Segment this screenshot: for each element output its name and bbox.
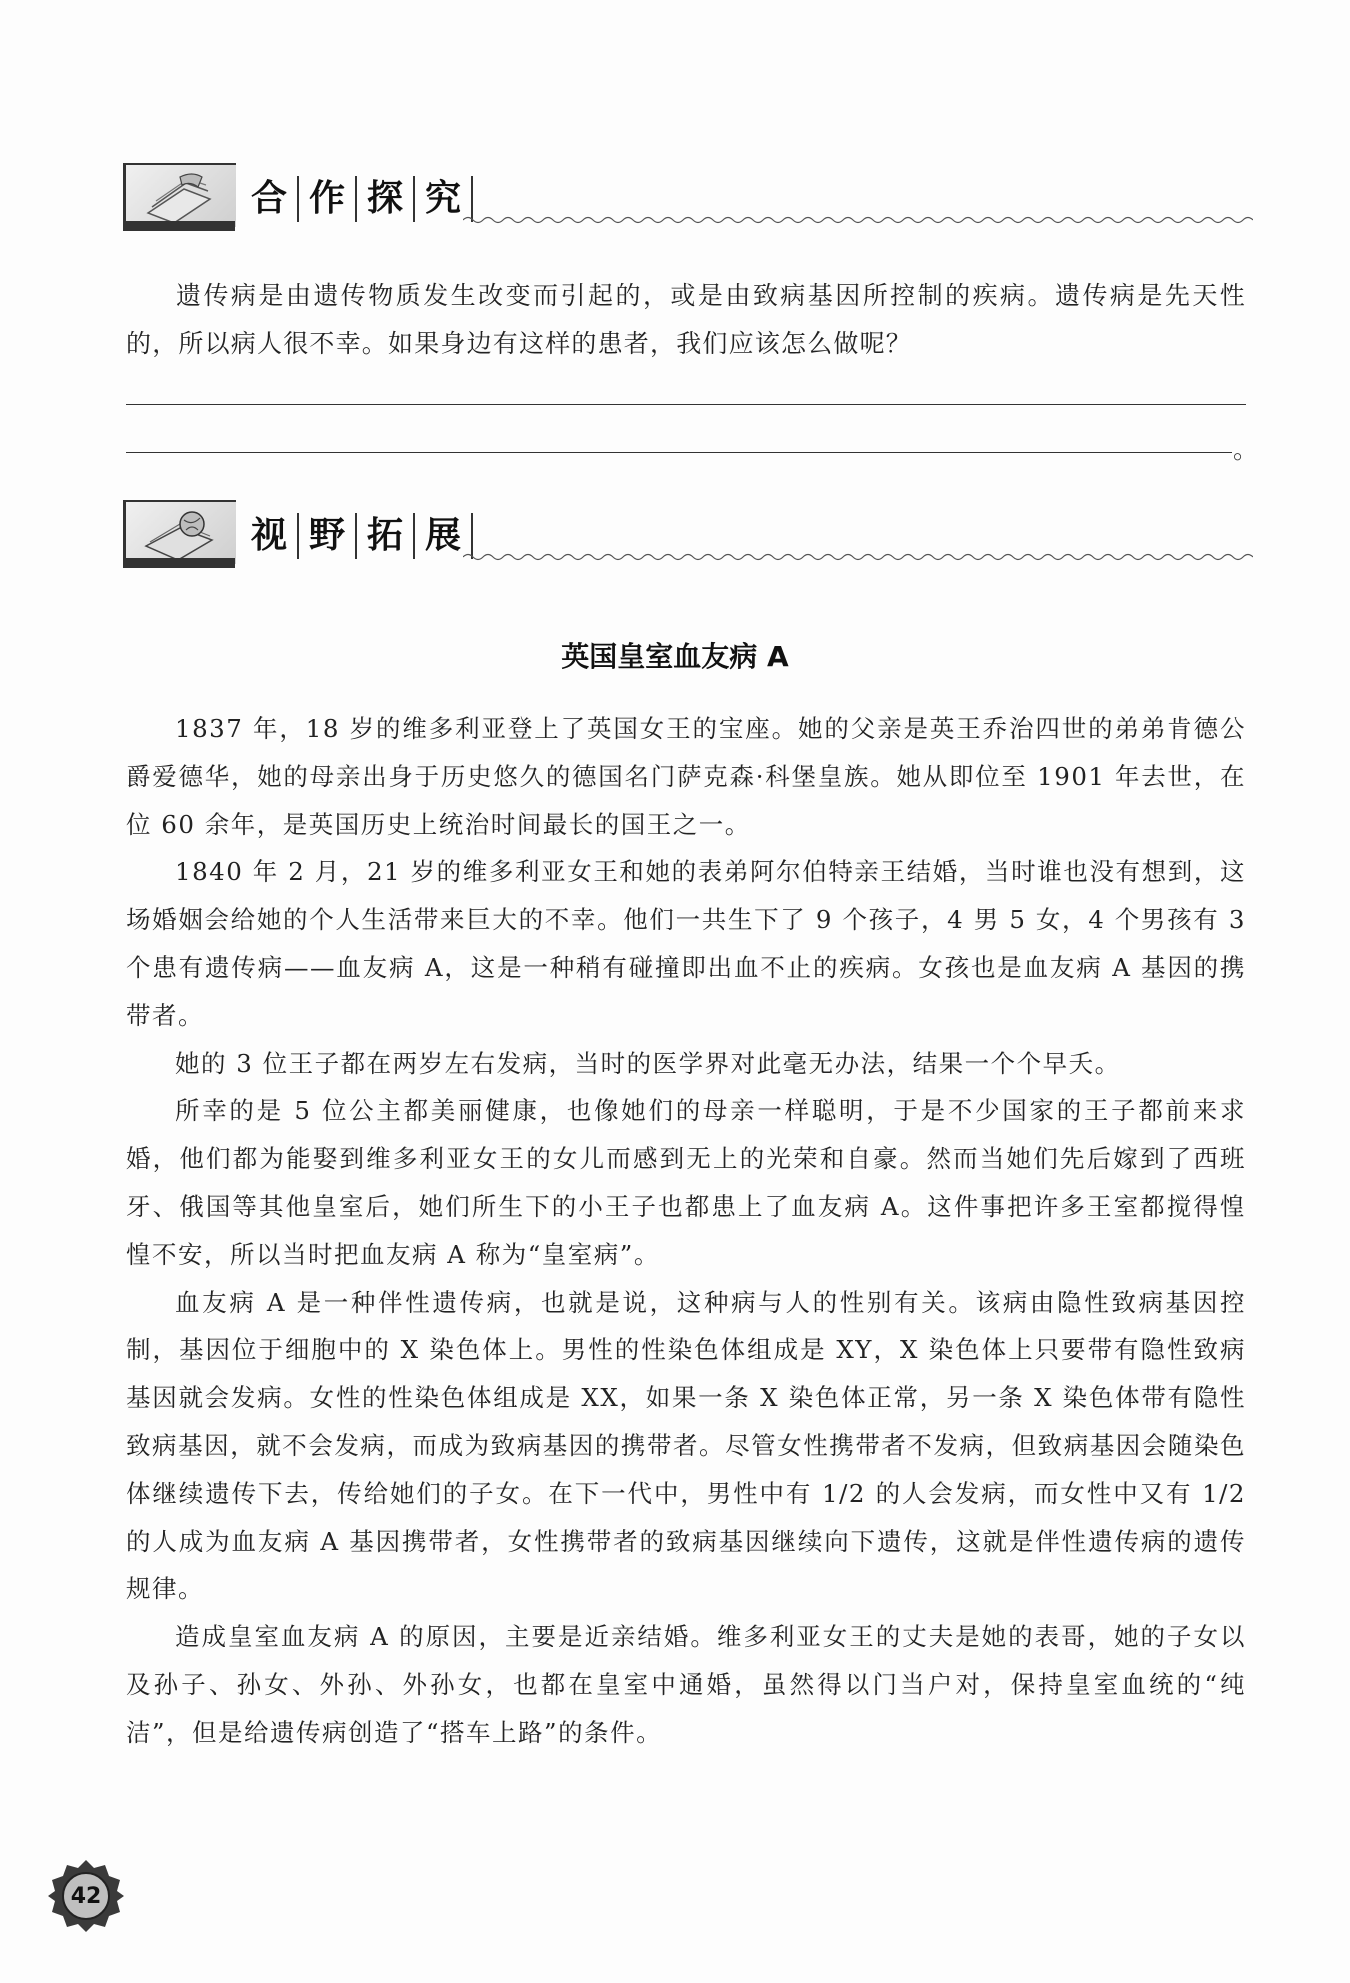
section-title-char: 展 — [415, 513, 473, 559]
section-title-char: 合 — [241, 176, 299, 222]
article-title: 英国皇室血友病 A — [561, 640, 789, 673]
article-paragraph: 所幸的是 5 位公主都美丽健康，也像她们的母亲一样聪明，于是不少国家的王子都前来求婚，他们都为能娶到维多利亚女王的女儿而感到无上的光荣和自豪。然而当她们先后嫁到了西班牙、俄国等其他皇室后，她们所生下的小王子也都患上了血友病 A。这件事把许多王室都搅得惶惶不安，所以当时把血友病 A 称为“皇室病”。 — [126, 1096, 1246, 1269]
article-paragraph: 1837 年，18 岁的维多利亚登上了英国女王的宝座。她的父亲是英王乔治四世的弟弟肯德公爵爱德华，她的母亲出身于历史悠久的德国名门萨克森·科堡皇族。她从即位至 1901 年去世，在位 60 余年，是英国历史上统治时间最长的国王之一。 — [126, 714, 1246, 839]
article-paragraph: 血友病 A 是一种伴性遗传病，也就是说，这种病与人的性别有关。该病由隐性致病基因控制，基因位于细胞中的 X 染色体上。男性的性染色体组成是 XY，X 染色体上只要带有隐性致病基因就会发病。女性的性染色体组成是 XX，如果一条 X 染色体正常，另一条 X 染色体带有隐性致病基因，就不会发病，而成为致病基因的携带者。尽管女性携带者不发病，但致病基因会随染色体继续遗传下去，传给她们的子女。在下一代中，男性中有 1/2 的人会发病，而女性中又有 1/2 的人成为血友病 A 基因携带者，女性携带者的致病基因继续向下遗传，这就是伴性遗传病的遗传规律。 — [126, 1287, 1246, 1604]
answer-line[interactable] — [126, 404, 1246, 405]
page-number: 42 — [70, 1883, 102, 1909]
section-title-char: 探 — [357, 176, 415, 222]
article-paragraph: 1840 年 2 月，21 岁的维多利亚女王和她的表弟阿尔伯特亲王结婚，当时谁也没有想到，这场婚姻会给她的个人生活带来巨大的不幸。他们一共生下了 9 个孩子，4 男 5 女，4 个男孩有 3 个患有遗传病——血友病 A，这是一种稍有碰撞即出血不止的疾病。女孩也是血友病 A 基因的携带者。 — [126, 857, 1246, 1030]
section-header-box — [123, 163, 236, 227]
article-paragraph: 造成皇室血友病 A 的原因，主要是近亲结婚。维多利亚女王的丈夫是她的表哥，她的子女以及孙子、孙女、外孙、外孙女，也都在皇室中通婚，虽然得以门当户对，保持皇室血统的“纯洁”，但是给遗传病创造了“搭车上路”的条件。 — [126, 1622, 1246, 1747]
wavy-divider — [463, 550, 1253, 564]
book-globe-icon — [140, 506, 220, 562]
section-header-box — [123, 500, 236, 564]
inquiry-question: 遗传病是由遗传物质发生改变而引起的，或是由致病基因所控制的疾病。遗传病是先天性的，所以病人很不幸。如果身边有这样的患者，我们应该怎么做呢？ — [126, 281, 1246, 358]
article-paragraph: 她的 3 位王子都在两岁左右发病，当时的医学界对此毫无办法，结果一个个早夭。 — [175, 1048, 1121, 1078]
section-title — [241, 508, 473, 564]
answer-end-mark: 。 — [1233, 435, 1259, 464]
section-header-bar — [123, 558, 235, 568]
section-header-bar — [123, 221, 235, 231]
answer-line[interactable] — [126, 452, 1232, 453]
section-title-char: 作 — [299, 176, 357, 222]
section-title-char: 视 — [241, 513, 299, 559]
section-title-char: 拓 — [357, 513, 415, 559]
section-header-cooperative-inquiry — [123, 163, 1248, 233]
section-title — [241, 171, 473, 227]
section-title-char: 究 — [415, 176, 473, 222]
section-title-char: 野 — [299, 513, 357, 559]
page-number-badge — [48, 1858, 124, 1934]
wavy-divider — [463, 213, 1253, 227]
article-body — [126, 705, 1246, 1757]
section-header-horizon-expansion — [123, 500, 1248, 570]
books-icon — [140, 169, 220, 225]
